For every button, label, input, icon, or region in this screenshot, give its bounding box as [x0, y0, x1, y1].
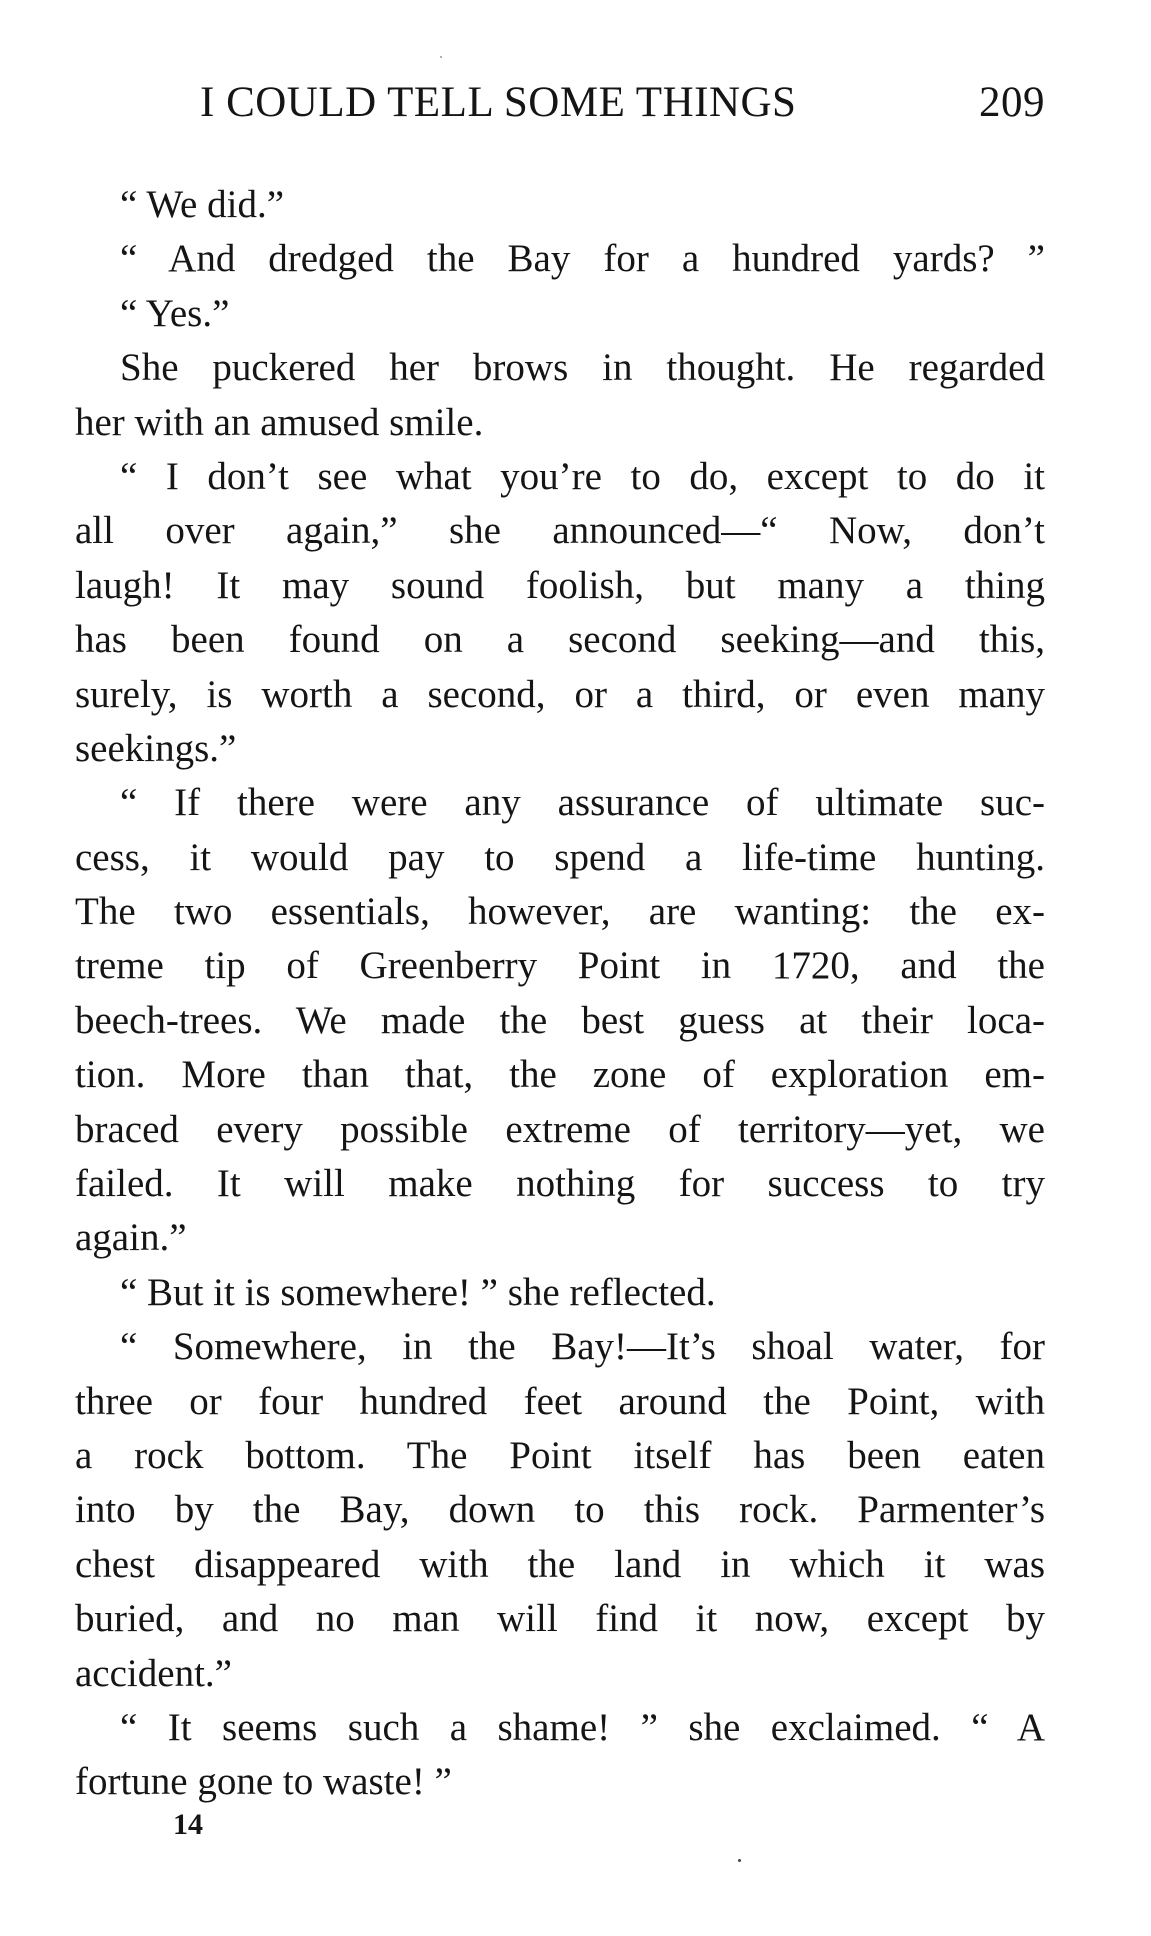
body-text — [75, 178, 1045, 1810]
print-speck — [440, 56, 442, 58]
text-line: “ It seems such a shame! ” she exclaimed. “ A — [120, 1705, 1045, 1749]
text-line: accident.” — [75, 1651, 232, 1695]
text-line: chest disappeared with the land in which it was — [75, 1542, 1045, 1586]
text-line: her with an amused smile. — [75, 400, 484, 444]
text-line: “ I don’t see what you’re to do, except to do it — [120, 454, 1045, 498]
print-speck — [738, 1859, 741, 1862]
text-line: failed. It will make nothing for success to try — [75, 1162, 1045, 1206]
text-line: has been found on a second seeking—and this, — [75, 618, 1045, 662]
text-line: treme tip of Greenberry Point in 1720, and the — [75, 944, 1045, 988]
text-line: “ Somewhere, in the Bay!—It’s shoal water, for — [120, 1325, 1045, 1369]
text-line: “ But it is somewhere! ” she reflected. — [120, 1270, 716, 1314]
signature-mark: 14 — [173, 1808, 203, 1841]
text-line: into by the Bay, down to this rock. Parmenter’s — [75, 1488, 1045, 1532]
text-line: tion. More than that, the zone of exploration em- — [75, 1053, 1045, 1097]
text-line: “ If there were any assurance of ultimate suc- — [120, 781, 1045, 825]
text-line: all over again,” she announced—“ Now, don’t — [75, 509, 1045, 553]
running-title: I COULD TELL SOME THINGS — [200, 79, 797, 126]
text-line: buried, and no man will find it now, except by — [75, 1597, 1045, 1641]
text-line: three or four hundred feet around the Point, with — [75, 1379, 1045, 1423]
text-line: The two essentials, however, are wanting: the ex- — [75, 890, 1045, 934]
text-line: “ And dredged the Bay for a hundred yards? ” — [120, 237, 1045, 281]
text-line: “ We did.” — [120, 183, 284, 226]
text-line: seekings.” — [75, 726, 237, 770]
text-line: fortune gone to waste! ” — [75, 1760, 452, 1804]
page-number: 209 — [979, 79, 1045, 126]
text-line: “ Yes.” — [120, 291, 230, 335]
text-line: She puckered her brows in thought. He regarded — [120, 346, 1045, 390]
text-line: a rock bottom. The Point itself has been eaten — [75, 1433, 1045, 1477]
page-header — [200, 78, 1045, 134]
text-line: surely, is worth a second, or a third, or even many — [75, 672, 1045, 716]
text-line: braced every possible extreme of territory—yet, we — [75, 1107, 1045, 1151]
text-line: again.” — [75, 1216, 187, 1260]
text-line: cess, it would pay to spend a life-time hunting. — [75, 835, 1045, 879]
text-line: beech-trees. We made the best guess at their loca- — [75, 998, 1045, 1042]
text-line: laugh! It may sound foolish, but many a thing — [75, 563, 1045, 607]
